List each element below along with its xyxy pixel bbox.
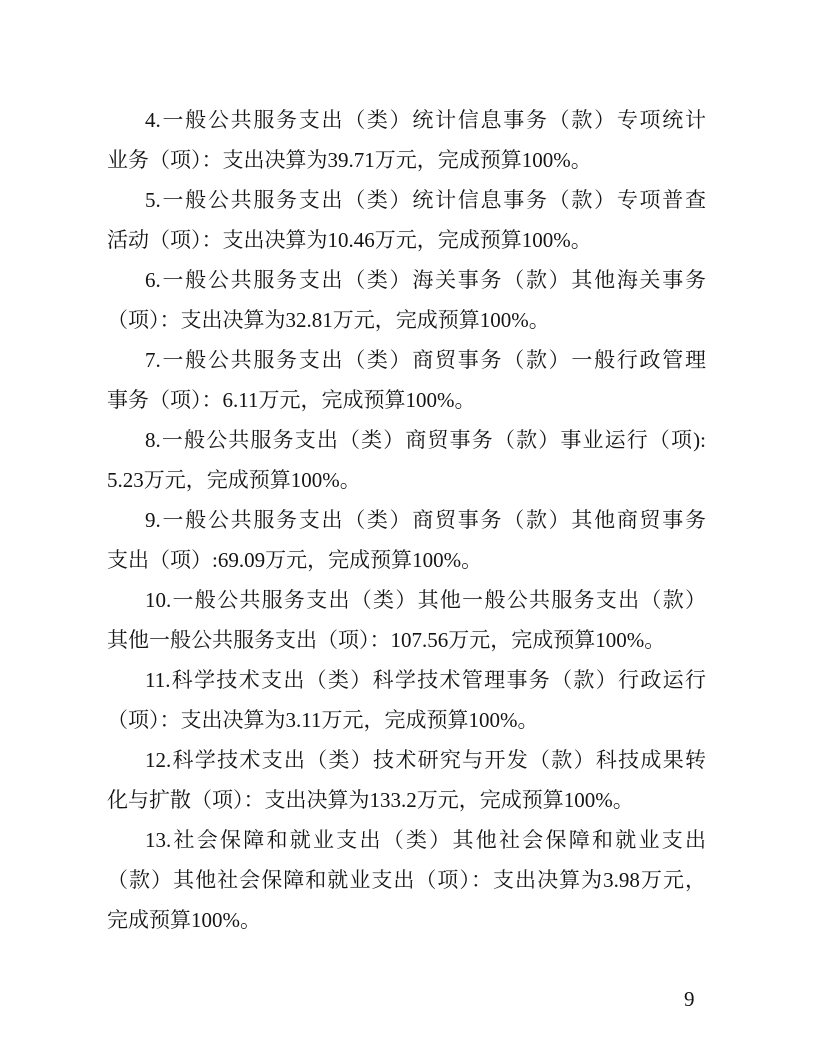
paragraph-9-line-2: 支出（项）:69.09万元，完成预算100%。 [107, 548, 483, 572]
paragraph-6-line-1: 6.一般公共服务支出（类）海关事务（款）其他海关事务 [145, 268, 706, 292]
paragraph-6-line-2: （项）：支出决算为32.81万元，完成预算100%。 [107, 308, 550, 332]
paragraph-12-line-2: 化与扩散（项）：支出决算为133.2万元，完成预算100%。 [107, 788, 634, 812]
paragraph-5-line-1: 5.一般公共服务支出（类）统计信息事务（款）专项普查 [145, 188, 706, 212]
paragraph-11-line-2: （项）：支出决算为3.11万元，完成预算100%。 [107, 708, 539, 732]
paragraph-4-line-1: 4.一般公共服务支出（类）统计信息事务（款）专项统计 [145, 108, 706, 132]
paragraph-10-line-1: 10.一般公共服务支出（类）其他一般公共服务支出（款） [145, 588, 706, 612]
page-number: 9 [684, 987, 695, 1011]
paragraph-7-line-1: 7.一般公共服务支出（类）商贸事务（款）一般行政管理 [145, 348, 706, 372]
paragraph-8-line-1: 8.一般公共服务支出（类）商贸事务（款）事业运行（项): [145, 428, 706, 452]
paragraph-7-line-2: 事务（项）：6.11万元，完成预算100%。 [107, 388, 476, 412]
paragraph-11-line-1: 11.科学技术支出（类）科学技术管理事务（款）行政运行 [145, 668, 706, 692]
paragraph-4-line-2: 业务（项）：支出决算为39.71万元，完成预算100%。 [107, 148, 592, 172]
paragraph-10-line-2: 其他一般公共服务支出（项）：107.56万元，完成预算100%。 [107, 628, 666, 652]
paragraph-8-line-2: 5.23万元，完成预算100%。 [107, 468, 361, 492]
paragraph-13-line-1: 13.社会保障和就业支出（类）其他社会保障和就业支出 [145, 828, 706, 852]
paragraph-13-line-3: 完成预算100%。 [107, 908, 261, 932]
paragraph-9-line-1: 9.一般公共服务支出（类）商贸事务（款）其他商贸事务 [145, 508, 706, 532]
paragraph-12-line-1: 12.科学技术支出（类）技术研究与开发（款）科技成果转 [145, 748, 706, 772]
paragraph-5-line-2: 活动（项）：支出决算为10.46万元，完成预算100%。 [107, 228, 592, 252]
document-body [107, 100, 706, 940]
paragraph-13-line-2: （款）其他社会保障和就业支出（项）：支出决算为3.98万元， [107, 868, 706, 892]
